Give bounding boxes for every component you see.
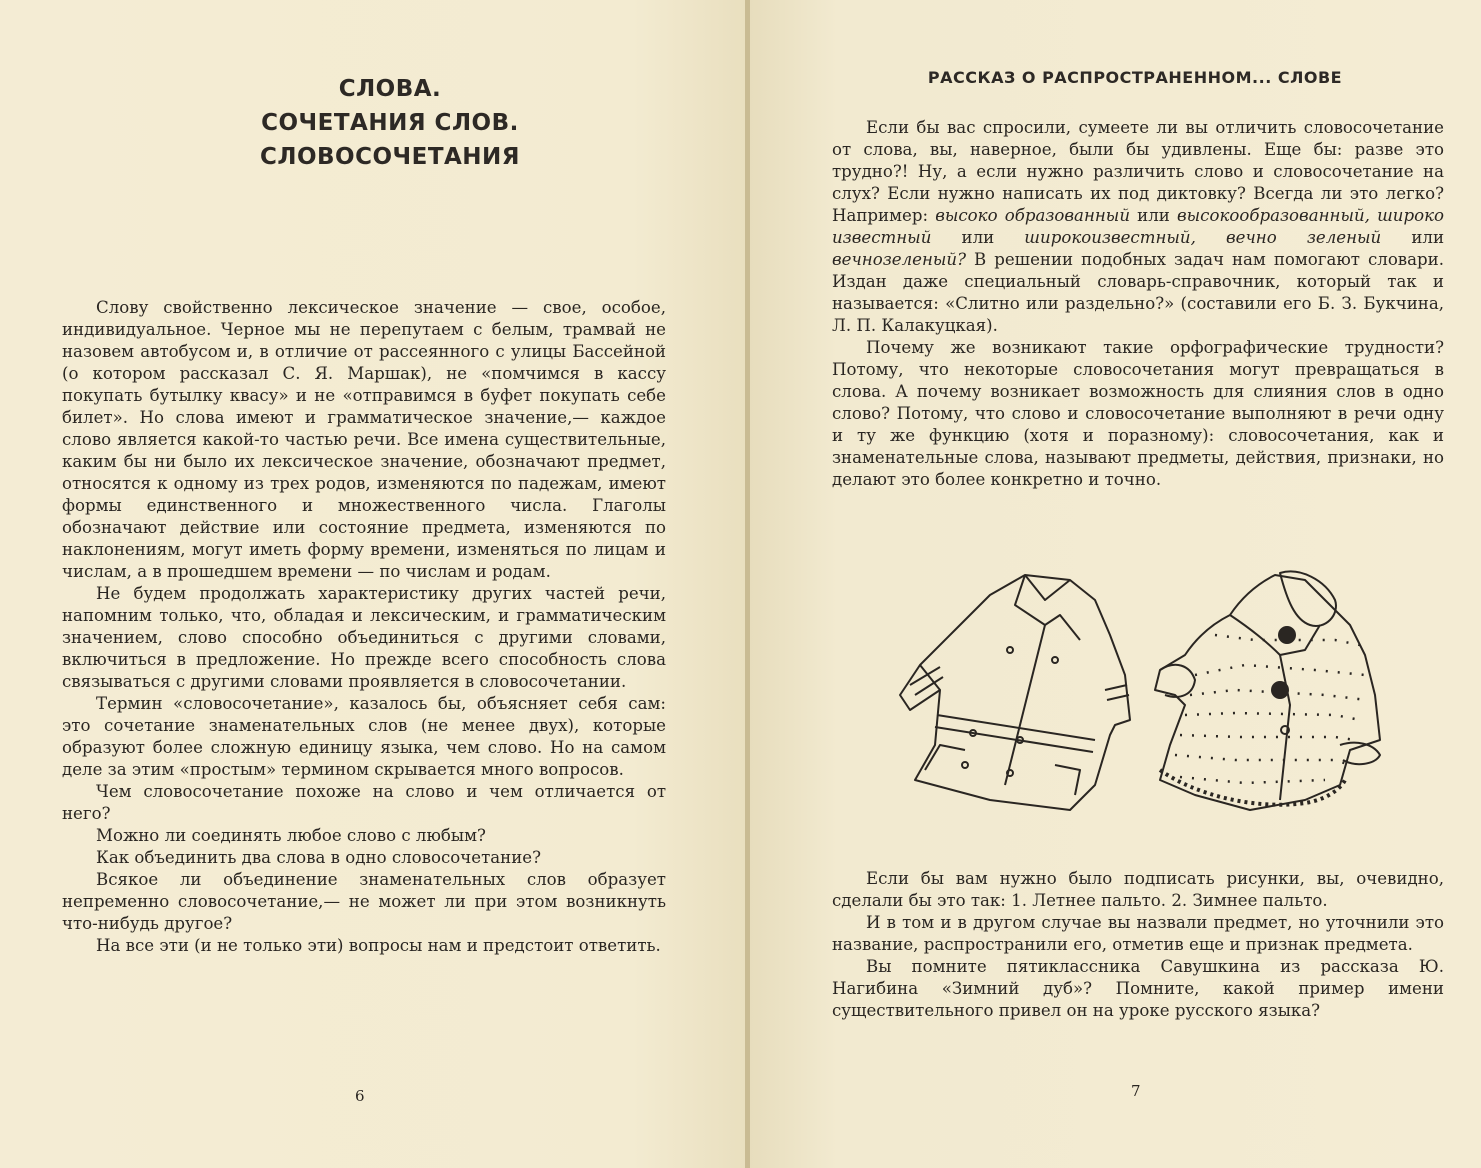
left-page-body xyxy=(62,297,666,957)
chapter-title-line-3: СЛОВОСОЧЕТАНИЯ xyxy=(259,144,521,170)
summer-coat xyxy=(900,575,1130,810)
paragraph: На все эти (и не только эти) вопросы нам и предстоит ответить. xyxy=(96,936,661,955)
paragraph xyxy=(832,117,1444,337)
paragraph: Как объединить два слова в одно словосочетание? xyxy=(96,848,541,867)
coats-drawing xyxy=(895,555,1395,840)
chapter-title-line-1: СЛОВА. xyxy=(338,76,442,102)
page-number-right: 7 xyxy=(1131,1082,1141,1100)
example-word: высоко образованный xyxy=(935,206,1131,225)
running-head: РАССКАЗ О РАСПРОСТРАНЕННОМ... СЛОВЕ xyxy=(927,68,1343,87)
text-run: или xyxy=(1130,206,1177,225)
coats-illustration xyxy=(895,555,1395,840)
paragraph: И в том и в другом случае вы назвали предмет, но уточнили это название, распространили его, отметив еще и признак предмета. xyxy=(832,913,1444,954)
text-run: или xyxy=(1381,228,1444,247)
text-run: В решении подобных задач нам помогают словари. Издан даже специальный словарь-справочник, который так и называется: «Слитно или раздельно?» (составили его Б. З. Букчина, Л. П. Калакуцкая). xyxy=(832,250,1444,335)
chapter-title-line-2: СОЧЕТАНИЯ СЛОВ. xyxy=(261,110,519,136)
example-word: вечнозеленый? xyxy=(832,250,967,269)
winter-coat-pattern xyxy=(1175,635,1367,783)
right-page-body-top xyxy=(832,117,1444,491)
paragraph: Вы помните пятиклассника Савушкина из рассказа Ю. Нагибина «Зимний дуб»? Помните, какой пример имени существительного привел он на уроке русского языка? xyxy=(832,957,1444,1020)
paragraph: Чем словосочетание похоже на слово и чем отличается от него? xyxy=(62,782,666,823)
winter-coat xyxy=(1155,572,1380,810)
chapter-title xyxy=(200,72,580,174)
paragraph: Если бы вам нужно было подписать рисунки, вы, очевидно, сделали бы это так: 1. Летнее пальто. 2. Зимнее пальто. xyxy=(832,869,1444,910)
paragraph: Не будем продолжать характеристику других частей речи, напомним только, что, обладая и лексическим, и грамматическим значением, слово способно объединиться с другими словами, включиться в предложение. Но прежде всего способность слова связываться с другими словами проявляется в словосочетании. xyxy=(62,584,666,691)
paragraph: Слову свойственно лексическое значение — свое, особое, индивидуальное. Черное мы не перепутаем с белым, трамвай не назовем автобусом и, в отличие от рассеянного с улицы Бассейной (о котором рассказал С. Я. Маршак), не «помчимся в кассу покупать бутылку квасу» и не «отправимся в буфет покупать себе билет». Но слова имеют и грамматическое значение,— каждое слово является какой-то частью речи. Все имена существительные, каким бы ни было их лексическое значение, обозначают предмет, относятся к одному из трех родов, изменяются по падежам, имеют формы единственного и множественного числа. Глаголы обозначают действие или состояние предмета, изменяются по наклонениям, могут иметь форму времени, изменяться по лицам и числам, а в прошедшем времени — по числам и родам. xyxy=(62,298,666,581)
right-page-body-bottom xyxy=(832,868,1444,1022)
paragraph: Всякое ли объединение знаменательных слов образует непременно словосочетание,— не может ли при этом возникнуть что-нибудь другое? xyxy=(62,870,666,933)
text-run: или xyxy=(931,228,1025,247)
paragraph: Почему же возникают такие орфографические трудности? Потому, что некоторые словосочетания могут превращаться в слова. А почему возникает возможность для слияния слов в одно слово? Потому, что слово и словосочетание выполняют в речи одну и ту же функцию (хотя и поразному): словосочетания, как и знаменательные слова, называют предметы, действия, признаки, но делают это более конкретно и точно. xyxy=(832,338,1444,489)
page-number-left: 6 xyxy=(355,1087,365,1105)
example-word: широкоизвестный, вечно зеленый xyxy=(1024,228,1382,247)
text-run: Если бы вас спросили, сумеете ли вы отличить словосочетание от слова, вы, наверное, были бы удивлены. Еще бы: разве это трудно?! Ну, а если нужно различить слово и словосочетание на слух? Если нужно написать их под диктовку? Всегда ли это легко? Например: xyxy=(832,118,1444,225)
paragraph: Термин «словосочетание», казалось бы, объясняет себя сам: это сочетание знаменательных слов (не менее двух), которые образуют более сложную единицу языка, чем слово. Но на самом деле за этим «простым» термином скрывается много вопросов. xyxy=(62,694,666,779)
example-word: высокообразованный, широко известный xyxy=(832,206,1444,247)
paragraph: Можно ли соединять любое слово с любым? xyxy=(96,826,486,845)
